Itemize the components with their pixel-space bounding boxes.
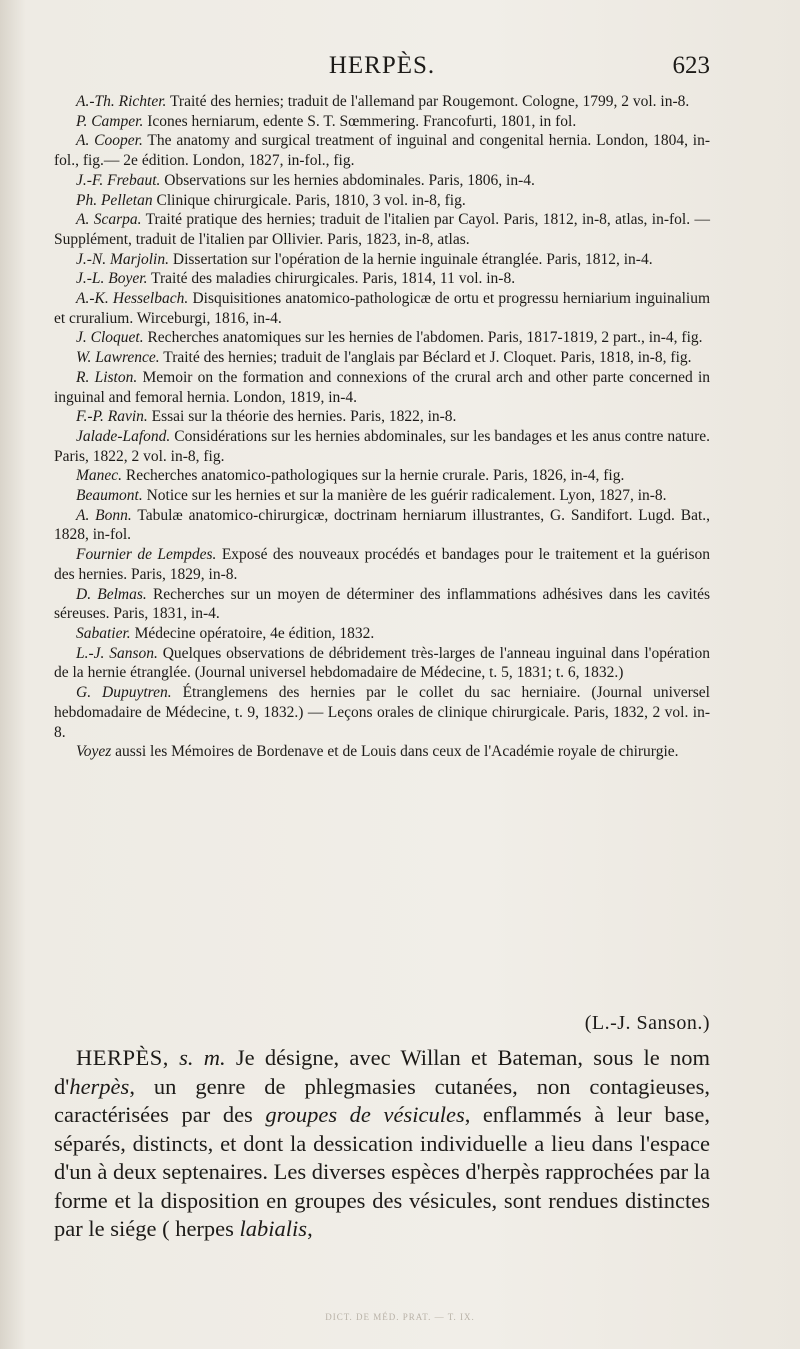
bibliography-entry bbox=[54, 112, 710, 132]
entry-text: Observations sur les hernies abdominales. Paris, 1806, in-4. bbox=[160, 171, 535, 189]
entry-author: Fournier de Lempdes. bbox=[76, 546, 217, 564]
entry-author: L.-J. Sanson. bbox=[76, 644, 158, 662]
article-text: , bbox=[307, 1216, 313, 1241]
bibliography-entry bbox=[54, 486, 710, 506]
article-term: groupes de vésicules bbox=[265, 1102, 465, 1127]
entry-author: Jalade-Lafond. bbox=[76, 427, 171, 445]
entry-text: Traité des hernies; traduit de l'allemand par Rougemont. Cologne, 1799, 2 vol. in-8. bbox=[166, 93, 690, 110]
entry-text: The anatomy and surgical treatment of inguinal and congenital hernia. London, 1804, in-fol., fig.— 2e édition. London, 1827, in-fol., fig. bbox=[54, 132, 710, 170]
entry-text: Traité des hernies; traduit de l'anglais par Béclard et J. Cloquet. Paris, 1818, in-8, fig. bbox=[159, 349, 692, 367]
bibliography-entry bbox=[54, 289, 710, 328]
bibliography-entry bbox=[54, 269, 710, 289]
entry-text: Icones herniarum, edente S. T. Sœmmering. Francofurti, 1801, in fol. bbox=[143, 112, 577, 130]
entry-author: Ph. Pelletan bbox=[76, 191, 153, 209]
entry-text: Memoir on the formation and connexions of the crural arch and other parte concerned in inguinal and femoral hernia. London, 1819, in-4. bbox=[54, 368, 710, 406]
entry-author: A. Cooper. bbox=[76, 132, 143, 150]
entry-text: Recherches sur un moyen de déterminer des inflammations adhésives dans les cavités séreuses. Paris, 1831, in-4. bbox=[54, 585, 710, 623]
article-term: herpès bbox=[69, 1073, 130, 1099]
entry-author: F.-P. Ravin. bbox=[76, 408, 148, 426]
article-text: Je désigne, avec Willan et Bateman, sous le nom d' bbox=[54, 1045, 710, 1099]
bibliography-entry bbox=[54, 742, 710, 762]
bibliography-entry bbox=[54, 348, 710, 368]
entry-text: Notice sur les hernies et sur la manière de les guérir radicalement. Lyon, 1827, in-8. bbox=[142, 487, 667, 505]
bibliography-entry bbox=[54, 506, 710, 545]
entry-text: Quelques observations de débridement très-larges de l'anneau inguinal dans l'opération de la hernie étranglée. (Journal universel hebdomadaire de Médecine, t. 5, 1831; t. 6, 1832.) bbox=[54, 644, 710, 682]
part-of-speech: s. m. bbox=[179, 1045, 226, 1070]
running-head: HERPÈS. bbox=[328, 52, 436, 79]
bibliography-entry bbox=[54, 131, 710, 170]
bibliography-entry bbox=[54, 407, 710, 427]
entry-text: Étranglemens des hernies par le collet du sac herniaire. (Journal universel hebdomadaire de Médecine, t. 9, 1832.) — Leçons orales de clinique chirurgicale. Paris, 1832, 2 vol. in-8. bbox=[54, 684, 710, 741]
entry-author: A. Bonn. bbox=[76, 506, 132, 524]
entry-author: J.-L. Boyer. bbox=[76, 270, 148, 288]
bibliography-entry bbox=[54, 624, 710, 644]
bibliography-entry bbox=[54, 683, 710, 742]
bibliography-entry bbox=[54, 585, 710, 624]
entry-author: R. Liston. bbox=[76, 368, 138, 386]
entry-author: Manec. bbox=[76, 467, 123, 485]
bibliography-entry bbox=[54, 545, 710, 584]
bibliography-entry bbox=[54, 210, 710, 249]
entry-text: Disquisitiones anatomico-pathologicæ de ortu et progressu herniarium inguinalium et cruralium. Wirceburgi, 1816, in-4. bbox=[54, 290, 710, 327]
entry-author: Beaumont. bbox=[76, 487, 143, 505]
entry-author: Voyez bbox=[76, 743, 112, 761]
author-signature: (L.-J. Sanson.) bbox=[584, 1012, 710, 1034]
article-paragraph bbox=[54, 1044, 710, 1244]
entry-text: Tabulæ anatomico-chirurgicæ, doctrinam herniarum illustrantes, G. Sandifort. Lugd. Bat., 1828, in-fol. bbox=[54, 506, 710, 544]
entry-author: G. Dupuytren. bbox=[76, 684, 172, 702]
entry-text: Médecine opératoire, 4e édition, 1832. bbox=[130, 624, 375, 642]
entry-author: D. Belmas. bbox=[76, 585, 147, 603]
entry-text: Considérations sur les hernies abdominales, sur les bandages et les anus contre nature. Paris, 1822, 2 vol. in-8, fig. bbox=[54, 427, 710, 465]
page-number: 623 bbox=[672, 52, 710, 79]
entry-author: J.-N. Marjolin. bbox=[76, 250, 169, 268]
bibliography-entry bbox=[54, 644, 710, 683]
entry-author: A.-K. Hesselbach. bbox=[76, 290, 189, 308]
bibliography-entry bbox=[54, 466, 710, 486]
bibliography-entry bbox=[54, 328, 710, 348]
bibliography-entry bbox=[54, 191, 710, 211]
entry-author: Sabatier. bbox=[76, 624, 131, 642]
entry-text: Clinique chirurgicale. Paris, 1810, 3 vol. in-8, fig. bbox=[152, 191, 466, 209]
article-text: , enflammés à leur base, séparés, distincts, et dont la dessication individuelle a lieu dans l'espace d'un à deux septenaires. Les diverses espèces d'herpès rapprochées par la forme et la disposition en groupes des vésicules, sont rendues distinctes par le siége ( herpes bbox=[54, 1102, 710, 1241]
bibliography-entry bbox=[54, 250, 710, 270]
footer-signature: DICT. DE MÉD. PRAT. — T. IX. bbox=[325, 1312, 475, 1322]
entry-author: A.-Th. Richter. bbox=[76, 93, 167, 110]
entry-text: Traité des maladies chirurgicales. Paris, 1814, 11 vol. in-8. bbox=[147, 270, 516, 288]
entry-text: aussi les Mémoires de Bordenave et de Louis dans ceux de l'Académie royale de chirurgie. bbox=[111, 743, 679, 761]
article-term: labialis bbox=[239, 1216, 308, 1241]
bibliography-entry bbox=[54, 427, 710, 466]
article-headword: HERPÈS, bbox=[76, 1045, 169, 1070]
entry-author: A. Scarpa. bbox=[76, 211, 142, 229]
entry-text: Recherches anatomico-pathologiques sur la hernie crurale. Paris, 1826, in-4, fig. bbox=[122, 467, 625, 485]
page-header bbox=[54, 52, 710, 88]
bibliography-entry bbox=[54, 92, 710, 112]
bibliography-list bbox=[54, 92, 710, 762]
entry-text: Exposé des nouveaux procédés et bandages pour le traitement et la guérison des hernies. Paris, 1829, in-8. bbox=[54, 546, 711, 583]
entry-text: Recherches anatomiques sur les hernies de l'abdomen. Paris, 1817-1819, 2 part., in-4, fig. bbox=[143, 329, 703, 347]
entry-text: Dissertation sur l'opération de la hernie inguinale étranglée. Paris, 1812, in-4. bbox=[169, 250, 653, 268]
entry-text: Traité pratique des hernies; traduit de l'italien par Cayol. Paris, 1812, in-8, atlas, in-fol. — Supplément, traduit de l'italien par Ollivier. Paris, 1823, in-8, atlas. bbox=[54, 211, 710, 248]
article-text: , un genre de phlegmasies cutanées, non contagieuses, caractérisées par des bbox=[54, 1073, 710, 1127]
entry-author: J. Cloquet. bbox=[76, 329, 144, 347]
bibliography-entry bbox=[54, 368, 710, 407]
entry-author: P. Camper. bbox=[76, 112, 144, 130]
bibliography-entry bbox=[54, 171, 710, 191]
entry-text: Essai sur la théorie des hernies. Paris, 1822, in-8. bbox=[147, 408, 457, 426]
entry-author: J.-F. Frebaut. bbox=[76, 171, 161, 189]
entry-author: W. Lawrence. bbox=[76, 349, 160, 367]
